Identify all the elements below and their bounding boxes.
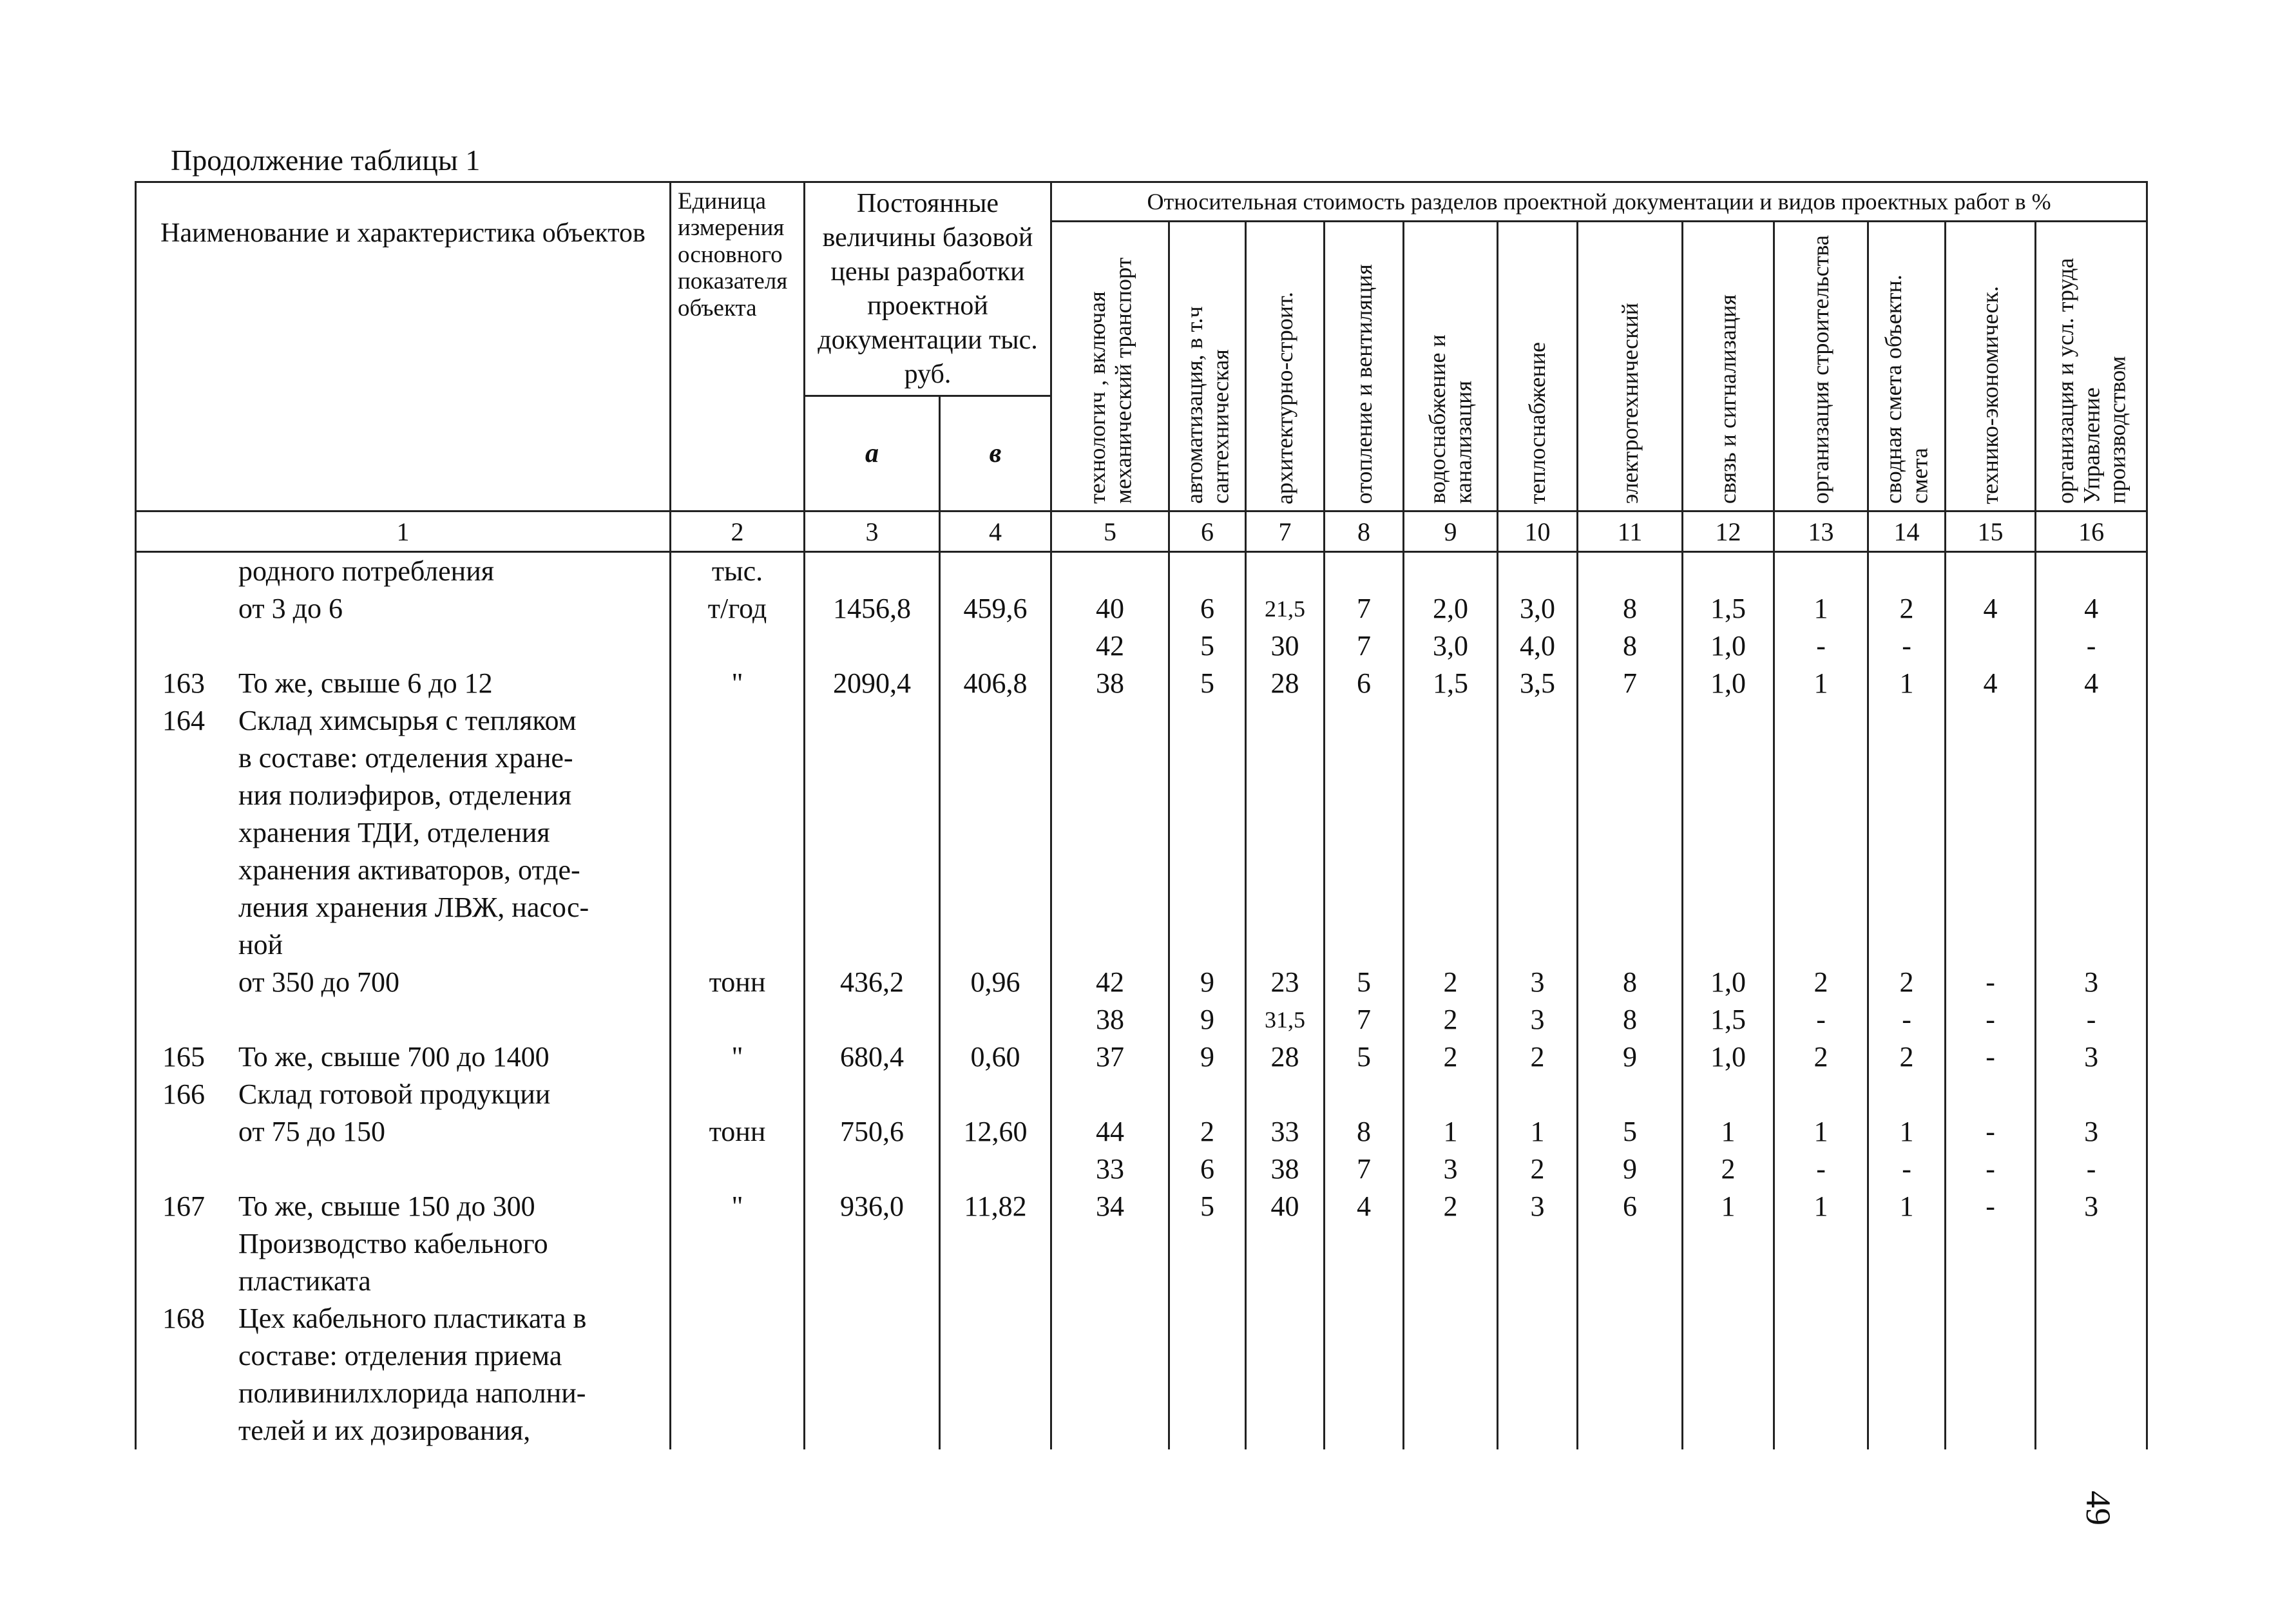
percent-cell-9: 2 [1404, 1038, 1498, 1076]
const-a-cell: 750,6 [805, 1076, 940, 1188]
percent-cell-5: 44 33 [1051, 1076, 1169, 1188]
header-col-label: организация строительства [1808, 235, 1834, 504]
percent-cell-12: 1 2 [1683, 1076, 1774, 1188]
percent-cell-7: 40 [1246, 1188, 1325, 1300]
percent-cell-5 [1051, 1300, 1169, 1449]
percent-cell-12: 1,0 [1683, 665, 1774, 702]
header-col-label: отопление и вентиляция [1350, 264, 1377, 504]
percent-cell-8: 5 [1325, 1038, 1404, 1076]
percent-cell-9: 1 3 [1404, 1076, 1498, 1188]
header-unit: Единица измерения основного показателя объекта [671, 182, 805, 511]
percent-cell-6: 6 5 [1169, 552, 1246, 665]
percent-cell-12: 1 [1683, 1188, 1774, 1300]
header-col-11 [1578, 222, 1683, 511]
percent-cell-11: 9 [1578, 1038, 1683, 1076]
header-col-label: связь и сигнализация [1715, 294, 1741, 504]
percent-cell-14: 2 - [1868, 702, 1946, 1038]
percent-cell-16: 3 [2036, 1038, 2147, 1076]
header-col-15 [1946, 222, 2036, 511]
const-b-cell: 0,60 [940, 1038, 1051, 1076]
percent-cell-5: 42 38 [1051, 702, 1169, 1038]
object-name-line: ной [238, 929, 283, 961]
unit-cell: " [671, 665, 805, 702]
percent-cell-10: 3,5 [1498, 665, 1578, 702]
percent-cell-11: 6 [1578, 1188, 1683, 1300]
percent-cell-10: 3 3 [1498, 702, 1578, 1038]
column-number: 4 [940, 511, 1051, 552]
object-name-line: Цех кабельного пластиката в [238, 1303, 587, 1335]
column-number: 2 [671, 511, 805, 552]
column-number: 14 [1868, 511, 1946, 552]
row-number [137, 553, 238, 627]
percent-cell-12 [1683, 1300, 1774, 1449]
object-name-line: от 3 до 6 [238, 593, 343, 625]
percent-cell-16: 3 - [2036, 702, 2147, 1038]
header-col-label: технико-экономическ. [1977, 285, 2004, 504]
percent-cell-15: - [1946, 1038, 2036, 1076]
percent-cell-14: 1 - [1868, 1076, 1946, 1188]
percent-cell-16 [2036, 1300, 2147, 1449]
object-name-line: То же, свыше 6 до 12 [238, 667, 493, 700]
column-number: 12 [1683, 511, 1774, 552]
percent-cell-5: 38 [1051, 665, 1169, 702]
column-number: 9 [1404, 511, 1498, 552]
header-col-label: организация и усл. труда Управление производством [2052, 258, 2130, 504]
percent-cell-11: 8 8 [1578, 552, 1683, 665]
object-name-line: поливинилхлорида наполни- [238, 1377, 586, 1409]
percent-cell-6: 9 [1169, 1038, 1246, 1076]
header-col-label: автоматизация, в т.ч сантехническая [1181, 306, 1234, 504]
object-name-line: родного потребления [238, 555, 494, 588]
cost-table [135, 181, 2148, 1449]
header-col-8 [1325, 222, 1404, 511]
percent-cell-13 [1774, 1300, 1868, 1449]
object-name-cell [136, 1076, 671, 1188]
percent-cell-13: 1 - [1774, 552, 1868, 665]
object-name-line: То же, свыше 700 до 1400 [238, 1041, 550, 1073]
object-name-line: Склад химсырья с тепляком [238, 705, 577, 737]
object-name-line: Производство кабельного [238, 1228, 548, 1260]
header-col-13 [1774, 222, 1868, 511]
header-relative: Относительная стоимость разделов проектной документации и видов проектных работ в % [1051, 182, 2147, 222]
table-row [136, 1038, 2147, 1076]
percent-cell-8: 7 7 [1325, 552, 1404, 665]
unit-cell: тыс. т/год [671, 552, 805, 665]
const-b-cell: 406,8 [940, 665, 1051, 702]
row-number: 166 [162, 1078, 205, 1111]
object-name-line: То же, свыше 150 до 300 [238, 1190, 535, 1223]
percent-cell-16: 3 [2036, 1188, 2147, 1300]
unit-cell: тонн [671, 1076, 805, 1188]
header-name: Наименование и характеристика объектов [136, 182, 671, 511]
column-number: 3 [805, 511, 940, 552]
table-row [136, 1300, 2147, 1449]
const-b-cell: 12,60 [940, 1076, 1051, 1188]
percent-cell-6: 2 6 [1169, 1076, 1246, 1188]
column-number: 7 [1246, 511, 1325, 552]
percent-cell-11: 7 [1578, 665, 1683, 702]
unit-cell: " [671, 1188, 805, 1300]
percent-cell-15: - - [1946, 702, 2036, 1038]
table-row [136, 665, 2147, 702]
object-name-cell [136, 1188, 671, 1300]
object-name-line: пластиката [238, 1265, 371, 1297]
percent-cell-5: 37 [1051, 1038, 1169, 1076]
percent-cell-9: 1,5 [1404, 665, 1498, 702]
header-col-label: электротехнический [1616, 303, 1643, 504]
column-number: 11 [1578, 511, 1683, 552]
percent-cell-8: 4 [1325, 1188, 1404, 1300]
percent-cell-6: 5 [1169, 665, 1246, 702]
object-name-cell [136, 702, 671, 1038]
row-number: 168 [162, 1303, 205, 1335]
percent-cell-10: 1 2 [1498, 1076, 1578, 1188]
object-name-cell [136, 552, 671, 665]
page-number: 49 [2079, 1491, 2118, 1525]
percent-cell-15: - [1946, 1188, 2036, 1300]
percent-cell-14: 2 [1868, 1038, 1946, 1076]
const-a-cell: 1456,8 [805, 552, 940, 665]
percent-cell-8: 6 [1325, 665, 1404, 702]
percent-cell-5: 40 42 [1051, 552, 1169, 665]
percent-cell-11: 5 9 [1578, 1076, 1683, 1188]
percent-cell-7: 28 [1246, 1038, 1325, 1076]
header-col-14 [1868, 222, 1946, 511]
percent-cell-8: 5 7 [1325, 702, 1404, 1038]
column-number: 10 [1498, 511, 1578, 552]
header-const: Постоянные величины базовой цены разработки проектной документации тыс. руб. [805, 182, 1051, 396]
percent-cell-9 [1404, 1300, 1498, 1449]
percent-cell-13: 1 [1774, 1188, 1868, 1300]
const-b-cell [940, 1300, 1051, 1449]
percent-cell-7 [1246, 1300, 1325, 1449]
row-number: 164 [162, 705, 205, 737]
object-name-line: Склад готовой продукции [238, 1078, 551, 1111]
unit-cell: " [671, 1038, 805, 1076]
percent-cell-13: 2 - [1774, 702, 1868, 1038]
object-name-line: телей и их дозирования, [238, 1415, 531, 1447]
percent-cell-6: 9 9 [1169, 702, 1246, 1038]
percent-cell-11: 8 8 [1578, 702, 1683, 1038]
header-col-7 [1246, 222, 1325, 511]
header-col-6 [1169, 222, 1246, 511]
percent-cell-8 [1325, 1300, 1404, 1449]
percent-cell-9: 2,0 3,0 [1404, 552, 1498, 665]
const-b-cell: 11,82 [940, 1188, 1051, 1300]
table-row [136, 1188, 2147, 1300]
percent-cell-7: 33 38 [1246, 1076, 1325, 1188]
percent-cell-8: 8 7 [1325, 1076, 1404, 1188]
object-name-line: ния полиэфиров, отделения [238, 779, 572, 812]
percent-cell-14 [1868, 1300, 1946, 1449]
percent-cell-7: 23 31,5 [1246, 702, 1325, 1038]
percent-cell-14: 2 - [1868, 552, 1946, 665]
header-col-label: теплоснабжение [1524, 342, 1551, 504]
header-col-16 [2036, 222, 2147, 511]
column-number: 8 [1325, 511, 1404, 552]
const-a-cell: 436,2 [805, 702, 940, 1038]
table-caption: Продолжение таблицы 1 [171, 144, 481, 177]
percent-cell-9: 2 [1404, 1188, 1498, 1300]
percent-cell-7: 28 [1246, 665, 1325, 702]
percent-cell-10: 2 [1498, 1038, 1578, 1076]
percent-cell-10: 3,0 4,0 [1498, 552, 1578, 665]
header-const-a: а [805, 396, 940, 511]
column-number: 13 [1774, 511, 1868, 552]
object-name-line: от 350 до 700 [238, 966, 400, 998]
percent-cell-11 [1578, 1300, 1683, 1449]
unit-cell: тонн [671, 702, 805, 1038]
unit-cell [671, 1300, 805, 1449]
percent-cell-16: 3 - [2036, 1076, 2147, 1188]
row-number: 163 [162, 667, 205, 700]
header-col-12 [1683, 222, 1774, 511]
column-number: 6 [1169, 511, 1246, 552]
percent-cell-14: 1 [1868, 665, 1946, 702]
percent-cell-15: - - [1946, 1076, 2036, 1188]
table-row [136, 702, 2147, 1038]
object-name-line: составе: отделения приема [238, 1340, 562, 1372]
header-col-9 [1404, 222, 1498, 511]
percent-cell-12: 1,0 1,5 [1683, 702, 1774, 1038]
header-col-label: сводная смета объектн. смета [1881, 274, 1933, 504]
percent-cell-12: 1,5 1,0 [1683, 552, 1774, 665]
column-number: 5 [1051, 511, 1169, 552]
const-a-cell [805, 1300, 940, 1449]
object-name-line: в составе: отделения хране- [238, 742, 573, 774]
const-a-cell: 680,4 [805, 1038, 940, 1076]
column-number: 1 [136, 511, 671, 552]
object-name-cell [136, 665, 671, 702]
const-a-cell: 2090,4 [805, 665, 940, 702]
object-name-line: ления хранения ЛВЖ, насос- [238, 892, 589, 924]
percent-cell-15 [1946, 1300, 2036, 1449]
percent-cell-15: 4 [1946, 552, 2036, 665]
const-a-cell: 936,0 [805, 1188, 940, 1300]
percent-cell-6 [1169, 1300, 1246, 1449]
percent-cell-16: 4 - [2036, 552, 2147, 665]
percent-cell-6: 5 [1169, 1188, 1246, 1300]
object-name-cell [136, 1300, 671, 1449]
row-number: 167 [162, 1190, 205, 1223]
percent-cell-10 [1498, 1300, 1578, 1449]
percent-cell-13: 1 - [1774, 1076, 1868, 1188]
const-b-cell: 0,96 [940, 702, 1051, 1038]
header-col-10 [1498, 222, 1578, 511]
percent-cell-15: 4 [1946, 665, 2036, 702]
header-col-label: архитектурно-строит. [1272, 291, 1298, 504]
header-col-5 [1051, 222, 1169, 511]
const-b-cell: 459,6 [940, 552, 1051, 665]
header-col-label: водоснабжение и канализация [1424, 334, 1477, 504]
percent-cell-5: 34 [1051, 1188, 1169, 1300]
percent-cell-12: 1,0 [1683, 1038, 1774, 1076]
percent-cell-13: 1 [1774, 665, 1868, 702]
row-number: 165 [162, 1041, 205, 1073]
percent-cell-14: 1 [1868, 1188, 1946, 1300]
percent-cell-16: 4 [2036, 665, 2147, 702]
header-const-b: в [940, 396, 1051, 511]
percent-cell-7: 21,5 30 [1246, 552, 1325, 665]
object-name-line: хранения ТДИ, отделения [238, 817, 550, 849]
column-number: 16 [2036, 511, 2147, 552]
column-number: 15 [1946, 511, 2036, 552]
percent-cell-13: 2 [1774, 1038, 1868, 1076]
table-row [136, 1076, 2147, 1188]
table-row [136, 552, 2147, 665]
header-col-label: технологич , включая механический транспорт [1084, 258, 1136, 504]
object-name-line: хранения активаторов, отде- [238, 854, 580, 886]
percent-cell-9: 2 2 [1404, 702, 1498, 1038]
percent-cell-10: 3 [1498, 1188, 1578, 1300]
object-name-cell [136, 1038, 671, 1076]
object-name-line: от 75 до 150 [238, 1116, 386, 1148]
